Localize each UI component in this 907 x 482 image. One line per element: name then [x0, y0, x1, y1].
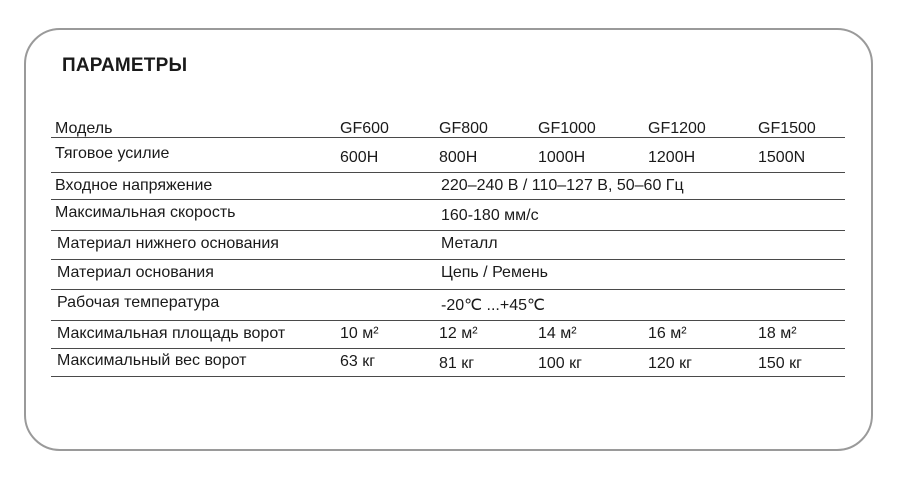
model-gf800: GF800	[439, 120, 488, 137]
model-gf600: GF600	[340, 120, 389, 137]
cell-value: Цепь / Ремень	[441, 264, 549, 281]
row-label: Максимальная скорость	[55, 204, 236, 221]
cell-value: 220–240 В / 110–127 В, 50–60 Гц	[441, 177, 684, 194]
table-row-max-weight	[51, 349, 845, 377]
model-gf1500: GF1500	[758, 120, 816, 137]
table-row-model	[51, 117, 845, 138]
row-label: Входное напряжение	[55, 177, 213, 194]
cell-value: 63 кг	[340, 353, 376, 370]
cell-value: 150 кг	[758, 355, 802, 372]
row-label: Максимальная площадь ворот	[57, 325, 286, 342]
cell-value: Металл	[441, 235, 498, 252]
cell-value: 10 м²	[340, 325, 379, 342]
row-label: Материал нижнего основания	[57, 235, 279, 252]
cell-value: 800H	[439, 149, 478, 166]
model-gf1000: GF1000	[538, 120, 596, 137]
cell-value: 1000H	[538, 149, 586, 166]
row-label: Модель	[55, 120, 113, 137]
row-label: Максимальный вес ворот	[57, 352, 247, 369]
cell-value: 16 м²	[648, 325, 687, 342]
table-row-base-bottom-material	[51, 231, 845, 260]
cell-value: 12 м²	[439, 325, 478, 342]
table-row-temperature	[51, 290, 845, 321]
cell-value: -20℃ ...+45℃	[441, 297, 545, 314]
cell-value: 600H	[340, 149, 379, 166]
cell-value: 81 кг	[439, 355, 475, 372]
cell-value: 120 кг	[648, 355, 692, 372]
page-title: ПАРАМЕТРЫ	[62, 55, 188, 76]
table-row-base-material	[51, 260, 845, 290]
cell-value: 1200H	[648, 149, 696, 166]
cell-value: 1500N	[758, 149, 806, 166]
cell-value: 160-180 мм/с	[441, 207, 539, 224]
table-row-max-area	[51, 321, 845, 349]
model-gf1200: GF1200	[648, 120, 706, 137]
row-label: Тяговое усилие	[55, 145, 170, 162]
cell-value: 18 м²	[758, 325, 797, 342]
table-row-traction	[51, 138, 845, 173]
row-label: Материал основания	[57, 264, 214, 281]
table-row-voltage	[51, 173, 845, 200]
cell-value: 14 м²	[538, 325, 577, 342]
table-row-speed	[51, 200, 845, 231]
row-label: Рабочая температура	[57, 294, 220, 311]
cell-value: 100 кг	[538, 355, 582, 372]
